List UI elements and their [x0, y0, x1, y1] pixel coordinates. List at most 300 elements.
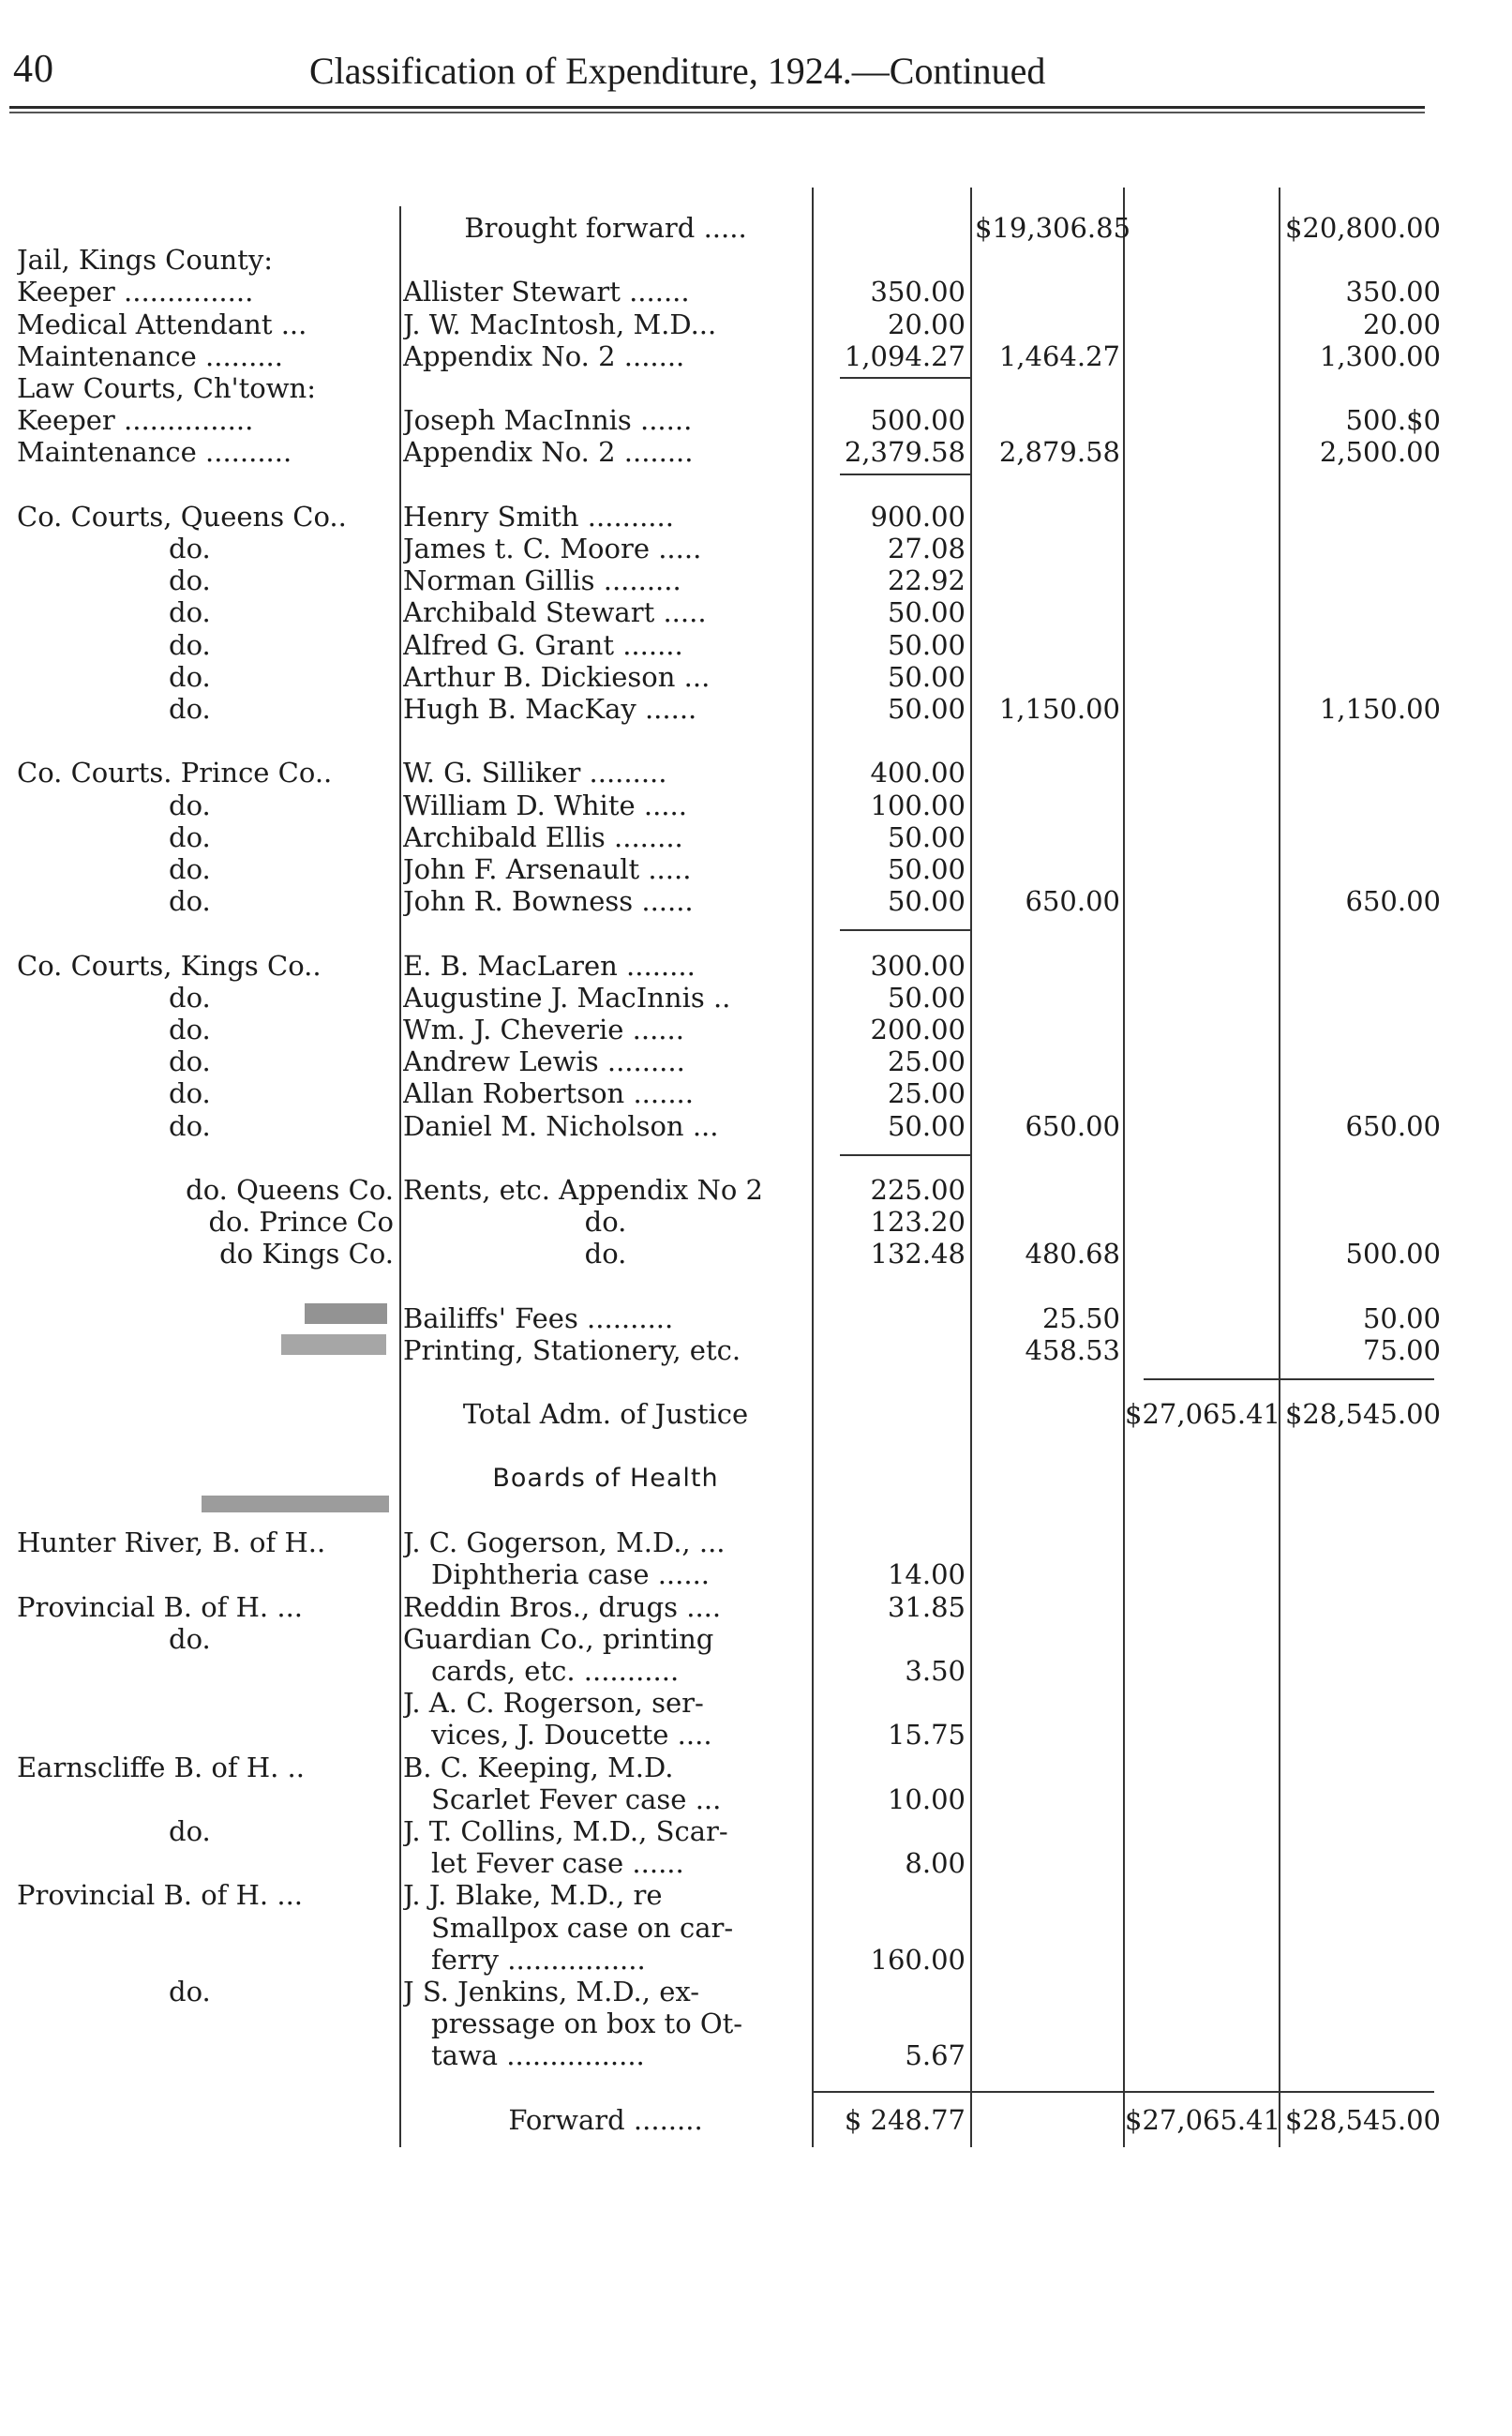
amount-subtotal — [975, 1045, 1120, 1077]
amount-estimate — [1280, 917, 1441, 949]
amount-itemized: 50.00 — [887, 885, 966, 918]
amount-itemized: 15.75 — [887, 1719, 966, 1752]
account-label — [17, 1142, 397, 1174]
account-label — [17, 1271, 397, 1302]
amount-subtotal — [975, 982, 1120, 1014]
table-row — [0, 308, 1512, 340]
amount-estimate: 650.00 — [1345, 1109, 1441, 1142]
amount-estimate — [1280, 564, 1441, 596]
amount-subtotal — [975, 469, 1120, 501]
amount-estimate: $20,800.00 — [1284, 212, 1441, 244]
amount-subtotal: 25.50 — [1041, 1301, 1120, 1334]
amount-itemized — [816, 1815, 966, 1847]
account-label — [17, 1558, 397, 1590]
amount-estimate — [1280, 1495, 1441, 1526]
amount-subtotal — [975, 1976, 1120, 2007]
amount-total — [1125, 1110, 1275, 1142]
amount-total — [1125, 1334, 1275, 1366]
payee-cell: John R. Bowness ...... — [403, 885, 694, 918]
amount-itemized: 50.00 — [887, 820, 966, 853]
payee-cell — [403, 1431, 808, 1463]
table-row — [0, 1110, 1512, 1142]
amount-itemized: 200.00 — [870, 1014, 966, 1045]
amount-itemized — [816, 1526, 966, 1558]
amount-subtotal — [975, 1591, 1120, 1623]
amount-total — [1125, 1655, 1275, 1687]
account-label: do. — [169, 628, 211, 661]
account-label: Jail, Kings County: — [17, 244, 273, 277]
amount-total — [1125, 1847, 1275, 1879]
amount-total — [1125, 1944, 1275, 1976]
amount-itemized: $ 248.77 — [844, 2103, 966, 2136]
amount-estimate — [1280, 1431, 1441, 1463]
amount-estimate: 500.00 — [1345, 1238, 1441, 1271]
payee-cell — [403, 469, 808, 501]
amount-itemized: 3.50 — [905, 1655, 966, 1687]
account-label — [17, 1847, 397, 1879]
payee-cell — [403, 725, 808, 757]
account-label — [17, 2104, 397, 2136]
amount-itemized: 400.00 — [870, 757, 966, 789]
amount-itemized — [816, 469, 966, 501]
amount-estimate — [1280, 757, 1441, 789]
table-row — [0, 1655, 1512, 1687]
amount-estimate — [1280, 1879, 1441, 1911]
amount-total — [1125, 1045, 1275, 1077]
table-row — [0, 1398, 1512, 1430]
payee-cell: Henry Smith .......... — [403, 500, 674, 533]
account-label: do. — [169, 820, 211, 853]
payee-cell: do. — [584, 1206, 627, 1239]
table-row — [0, 1623, 1512, 1655]
amount-itemized — [816, 725, 966, 757]
account-label — [17, 1431, 397, 1463]
table-row — [0, 1912, 1512, 1944]
amount-itemized: 100.00 — [870, 789, 966, 821]
amount-estimate: 350.00 — [1345, 276, 1441, 308]
amount-subtotal — [975, 757, 1120, 789]
amount-total — [1125, 1526, 1275, 1558]
amount-total — [1125, 533, 1275, 564]
table-row — [0, 661, 1512, 693]
table-row — [0, 1783, 1512, 1815]
amount-subtotal — [975, 2039, 1120, 2071]
amount-subtotal — [975, 308, 1120, 340]
amount-subtotal: 480.68 — [1025, 1238, 1120, 1271]
amount-subtotal — [975, 1014, 1120, 1045]
account-label: do. — [169, 1109, 211, 1142]
amount-subtotal — [975, 853, 1120, 885]
payee-cell: Brought forward ..... — [464, 212, 747, 244]
amount-total — [1125, 1077, 1275, 1109]
table-row — [0, 789, 1512, 821]
amount-subtotal — [975, 1142, 1120, 1174]
amount-subtotal — [975, 1623, 1120, 1655]
amount-itemized: 50.00 — [887, 628, 966, 661]
amount-itemized: 8.00 — [905, 1847, 966, 1880]
amount-subtotal — [975, 1174, 1120, 1206]
table-row — [0, 1719, 1512, 1751]
amount-estimate — [1280, 789, 1441, 821]
payee-cell: Total Adm. of Justice — [462, 1398, 749, 1431]
amount-subtotal: $19,306.85 — [975, 212, 1131, 244]
table-row — [0, 757, 1512, 789]
payee-cell: Wm. J. Cheverie ...... — [403, 1014, 684, 1045]
account-label: do. — [169, 660, 211, 693]
amount-estimate — [1280, 1687, 1441, 1719]
payee-cell — [403, 1271, 808, 1302]
amount-subtotal — [975, 1558, 1120, 1590]
amount-itemized: 132.48 — [870, 1238, 966, 1271]
amount-total: $27,065.41 — [1125, 2103, 1281, 2136]
amount-itemized — [816, 2072, 966, 2104]
amount-subtotal — [975, 564, 1120, 596]
amount-total — [1125, 596, 1275, 628]
table-row — [0, 2104, 1512, 2136]
amount-subtotal — [975, 2104, 1120, 2136]
account-label: Keeper ............... — [17, 276, 254, 308]
account-label — [17, 1302, 397, 1334]
amount-total — [1125, 1238, 1275, 1270]
table-row — [0, 725, 1512, 757]
amount-estimate — [1280, 372, 1441, 404]
amount-estimate — [1280, 950, 1441, 982]
table-row — [0, 436, 1512, 468]
account-label: do. Prince Co — [208, 1206, 394, 1239]
amount-estimate — [1280, 2039, 1441, 2071]
amount-subtotal — [975, 1655, 1120, 1687]
table-row — [0, 1526, 1512, 1558]
amount-estimate — [1280, 1719, 1441, 1751]
payee-cell — [403, 372, 808, 404]
amount-total — [1125, 1174, 1275, 1206]
account-label — [17, 1495, 397, 1526]
amount-total — [1125, 372, 1275, 404]
table-row — [0, 340, 1512, 372]
payee-cell: Allan Robertson ....... — [403, 1077, 694, 1110]
account-label: Provincial B. of H. ... — [17, 1879, 304, 1912]
table-row — [0, 1302, 1512, 1334]
payee-cell: Forward ........ — [508, 2103, 703, 2136]
table-row — [0, 821, 1512, 853]
amount-estimate — [1280, 1558, 1441, 1590]
account-label — [17, 1655, 397, 1687]
table-row — [0, 917, 1512, 949]
amount-itemized — [816, 1334, 966, 1366]
account-label: do. — [169, 693, 211, 725]
amount-subtotal — [975, 2072, 1120, 2104]
payee-cell — [403, 1495, 808, 1526]
amount-estimate: $28,545.00 — [1284, 1398, 1441, 1431]
payee-cell: Augustine J. MacInnis .. — [403, 981, 731, 1014]
payee-cell: Appendix No. 2 ....... — [403, 339, 685, 372]
amount-total — [1125, 340, 1275, 372]
account-label: Hunter River, B. of H.. — [17, 1526, 326, 1559]
table-row — [0, 1815, 1512, 1847]
payee-cell: Scarlet Fever case ... — [431, 1782, 722, 1815]
amount-estimate — [1280, 1142, 1441, 1174]
table-row — [0, 1558, 1512, 1590]
payee-cell: Daniel M. Nicholson ... — [403, 1109, 719, 1142]
payee-cell: Rents, etc. Appendix No 2 — [403, 1174, 763, 1206]
amount-total — [1125, 725, 1275, 757]
account-label: do. — [169, 1045, 211, 1078]
account-label — [17, 1719, 397, 1751]
table-row — [0, 533, 1512, 564]
amount-subtotal — [975, 1912, 1120, 1944]
amount-estimate: 50.00 — [1362, 1301, 1441, 1334]
amount-subtotal: 1,150.00 — [998, 693, 1120, 725]
amount-itemized: 50.00 — [887, 693, 966, 725]
table-row — [0, 1142, 1512, 1174]
amount-itemized — [816, 244, 966, 276]
table-row — [0, 564, 1512, 596]
amount-total — [1125, 629, 1275, 661]
payee-cell: Guardian Co., printing — [403, 1622, 714, 1655]
amount-subtotal — [975, 501, 1120, 533]
table-row — [0, 982, 1512, 1014]
account-label: Medical Attendant ... — [17, 308, 307, 340]
amount-estimate — [1280, 1366, 1441, 1398]
account-label: Co. Courts. Prince Co.. — [17, 757, 333, 789]
payee-cell: cards, etc. ........... — [431, 1655, 680, 1687]
account-label: Co. Courts, Kings Co.. — [17, 949, 322, 982]
amount-subtotal: 1,464.27 — [998, 339, 1120, 372]
amount-itemized: 50.00 — [887, 1109, 966, 1142]
payee-cell: vices, J. Doucette .... — [431, 1719, 712, 1752]
amount-estimate — [1280, 1526, 1441, 1558]
amount-total — [1125, 1142, 1275, 1174]
amount-subtotal — [975, 1526, 1120, 1558]
amount-total — [1125, 1302, 1275, 1334]
amount-subtotal — [975, 244, 1120, 276]
amount-estimate — [1280, 821, 1441, 853]
payee-cell — [403, 2072, 808, 2104]
amount-itemized: 500.00 — [870, 404, 966, 437]
amount-subtotal — [975, 1815, 1120, 1847]
amount-subtotal — [975, 789, 1120, 821]
amount-itemized: 31.85 — [887, 1590, 966, 1623]
account-label — [17, 1366, 397, 1398]
amount-total — [1125, 1591, 1275, 1623]
amount-subtotal — [975, 725, 1120, 757]
account-label — [17, 917, 397, 949]
table-row — [0, 596, 1512, 628]
payee-cell: W. G. Silliker ......... — [403, 757, 667, 789]
table-row — [0, 1014, 1512, 1045]
table-row — [0, 1495, 1512, 1526]
table-row — [0, 1334, 1512, 1366]
amount-estimate: 650.00 — [1345, 885, 1441, 918]
payee-cell: Alfred G. Grant ....... — [403, 628, 683, 661]
amount-total — [1125, 757, 1275, 789]
amount-itemized: 2,379.58 — [844, 436, 966, 469]
account-label — [17, 212, 397, 244]
amount-total — [1125, 2072, 1275, 2104]
amount-estimate: 20.00 — [1362, 308, 1441, 340]
payee-cell: Archibald Stewart ..... — [403, 596, 707, 629]
payee-cell: E. B. MacLaren ........ — [403, 949, 696, 982]
amount-itemized: 225.00 — [870, 1174, 966, 1206]
payee-cell: Joseph MacInnis ...... — [403, 404, 693, 437]
amount-total — [1125, 1783, 1275, 1815]
amount-total — [1125, 244, 1275, 276]
amount-total — [1125, 1623, 1275, 1655]
payee-cell: J. T. Collins, M.D., Scar- — [403, 1815, 728, 1847]
payee-cell: Printing, Stationery, etc. — [403, 1334, 741, 1366]
amount-estimate — [1280, 1463, 1441, 1495]
table-row — [0, 2072, 1512, 2104]
payee-cell: J S. Jenkins, M.D., ex- — [403, 1976, 700, 2007]
table-row — [0, 1271, 1512, 1302]
amount-itemized: 27.08 — [887, 533, 966, 564]
amount-total — [1125, 1495, 1275, 1526]
table-row — [0, 501, 1512, 533]
amount-estimate: 1,300.00 — [1319, 339, 1441, 372]
account-label: do. — [169, 1622, 211, 1655]
amount-itemized — [816, 1495, 966, 1526]
table-row — [0, 1879, 1512, 1911]
amount-itemized — [816, 1752, 966, 1783]
amount-subtotal: 650.00 — [1025, 1109, 1120, 1142]
table-row — [0, 276, 1512, 308]
amount-itemized — [816, 1271, 966, 1302]
table-row — [0, 1976, 1512, 2007]
amount-subtotal — [975, 1398, 1120, 1430]
amount-estimate — [1280, 725, 1441, 757]
amount-itemized — [816, 1687, 966, 1719]
section-heading: Boards of Health — [492, 1463, 719, 1493]
amount-itemized: 50.00 — [887, 981, 966, 1014]
payee-cell: tawa ................ — [431, 2039, 645, 2072]
table-row — [0, 372, 1512, 404]
amount-estimate — [1280, 244, 1441, 276]
table-row — [0, 1431, 1512, 1463]
table-row — [0, 853, 1512, 885]
account-label: do. — [169, 981, 211, 1014]
table-row — [0, 1591, 1512, 1623]
amount-itemized: 900.00 — [870, 500, 966, 533]
page-number: 40 — [13, 48, 54, 91]
account-label: do. — [169, 789, 211, 821]
account-label: Earnscliffe B. of H. .. — [17, 1751, 305, 1783]
amount-estimate — [1280, 596, 1441, 628]
amount-itemized: 160.00 — [870, 1943, 966, 1976]
amount-itemized: 50.00 — [887, 660, 966, 693]
table-row — [0, 212, 1512, 244]
account-label: Keeper ............... — [17, 404, 254, 437]
amount-subtotal — [975, 276, 1120, 308]
payee-cell: B. C. Keeping, M.D. — [403, 1751, 674, 1783]
payee-cell — [403, 1366, 808, 1398]
table-row — [0, 1847, 1512, 1879]
amount-itemized — [816, 1302, 966, 1334]
payee-cell: Andrew Lewis ......... — [403, 1045, 685, 1078]
amount-subtotal — [975, 1271, 1120, 1302]
account-label: do. — [169, 885, 211, 918]
amount-total — [1125, 1719, 1275, 1751]
amount-subtotal — [975, 533, 1120, 564]
amount-itemized: 5.67 — [905, 2039, 966, 2072]
account-label: do. — [169, 1077, 211, 1110]
payee-cell: pressage on box to Ot- — [431, 2007, 743, 2040]
amount-itemized — [816, 1463, 966, 1495]
payee-cell: Archibald Ellis ........ — [403, 820, 683, 853]
amount-total — [1125, 1463, 1275, 1495]
table-row — [0, 885, 1512, 917]
amount-subtotal: 2,879.58 — [998, 436, 1120, 469]
amount-itemized: 350.00 — [870, 276, 966, 308]
amount-estimate — [1280, 1783, 1441, 1815]
table-row — [0, 1238, 1512, 1270]
amount-total — [1125, 917, 1275, 949]
amount-total — [1125, 885, 1275, 917]
account-label — [17, 725, 397, 757]
table-row — [0, 950, 1512, 982]
account-label: do. — [169, 596, 211, 629]
amount-itemized: 50.00 — [887, 853, 966, 885]
page-title: Classification of Expenditure, 1924.—Continued — [309, 50, 1046, 92]
amount-subtotal — [975, 1463, 1120, 1495]
account-label — [17, 2072, 397, 2104]
amount-total — [1125, 950, 1275, 982]
amount-itemized: 20.00 — [887, 308, 966, 340]
payee-cell: Reddin Bros., drugs .... — [403, 1590, 722, 1623]
account-label — [17, 2039, 397, 2071]
account-label: do. — [169, 1976, 211, 2007]
table-row — [0, 1366, 1512, 1398]
payee-cell: J. W. MacIntosh, M.D... — [403, 308, 717, 340]
amount-subtotal — [975, 629, 1120, 661]
amount-itemized: 123.20 — [870, 1206, 966, 1239]
account-label: Co. Courts, Queens Co.. — [17, 500, 347, 533]
table-row — [0, 2039, 1512, 2071]
amount-itemized — [816, 1623, 966, 1655]
table-row — [0, 244, 1512, 276]
amount-total — [1125, 501, 1275, 533]
amount-estimate — [1280, 1655, 1441, 1687]
account-label: do. — [169, 1014, 211, 1045]
account-label: do. — [169, 564, 211, 597]
amount-itemized: 22.92 — [887, 564, 966, 597]
amount-estimate — [1280, 982, 1441, 1014]
amount-total — [1125, 1431, 1275, 1463]
amount-itemized: 14.00 — [887, 1558, 966, 1591]
account-label: Provincial B. of H. ... — [17, 1590, 304, 1623]
account-label: Maintenance .......... — [17, 436, 292, 469]
amount-estimate — [1280, 629, 1441, 661]
payee-cell: William D. White ..... — [403, 789, 687, 821]
amount-total — [1125, 1815, 1275, 1847]
amount-itemized — [816, 1912, 966, 1944]
payee-cell: Appendix No. 2 ........ — [403, 436, 694, 469]
amount-total — [1125, 1206, 1275, 1238]
table-row — [0, 404, 1512, 436]
amount-subtotal: 458.53 — [1025, 1334, 1120, 1366]
account-label: do. Queens Co. — [186, 1174, 394, 1206]
table-row — [0, 1077, 1512, 1109]
account-label: do. — [169, 1815, 211, 1847]
account-label — [17, 2007, 397, 2039]
amount-total — [1125, 693, 1275, 725]
amount-subtotal — [975, 1719, 1120, 1751]
amount-estimate — [1280, 1752, 1441, 1783]
amount-total — [1125, 1879, 1275, 1911]
amount-itemized — [816, 2007, 966, 2039]
amount-subtotal — [975, 596, 1120, 628]
account-label — [17, 1463, 397, 1495]
table-row — [0, 1463, 1512, 1495]
